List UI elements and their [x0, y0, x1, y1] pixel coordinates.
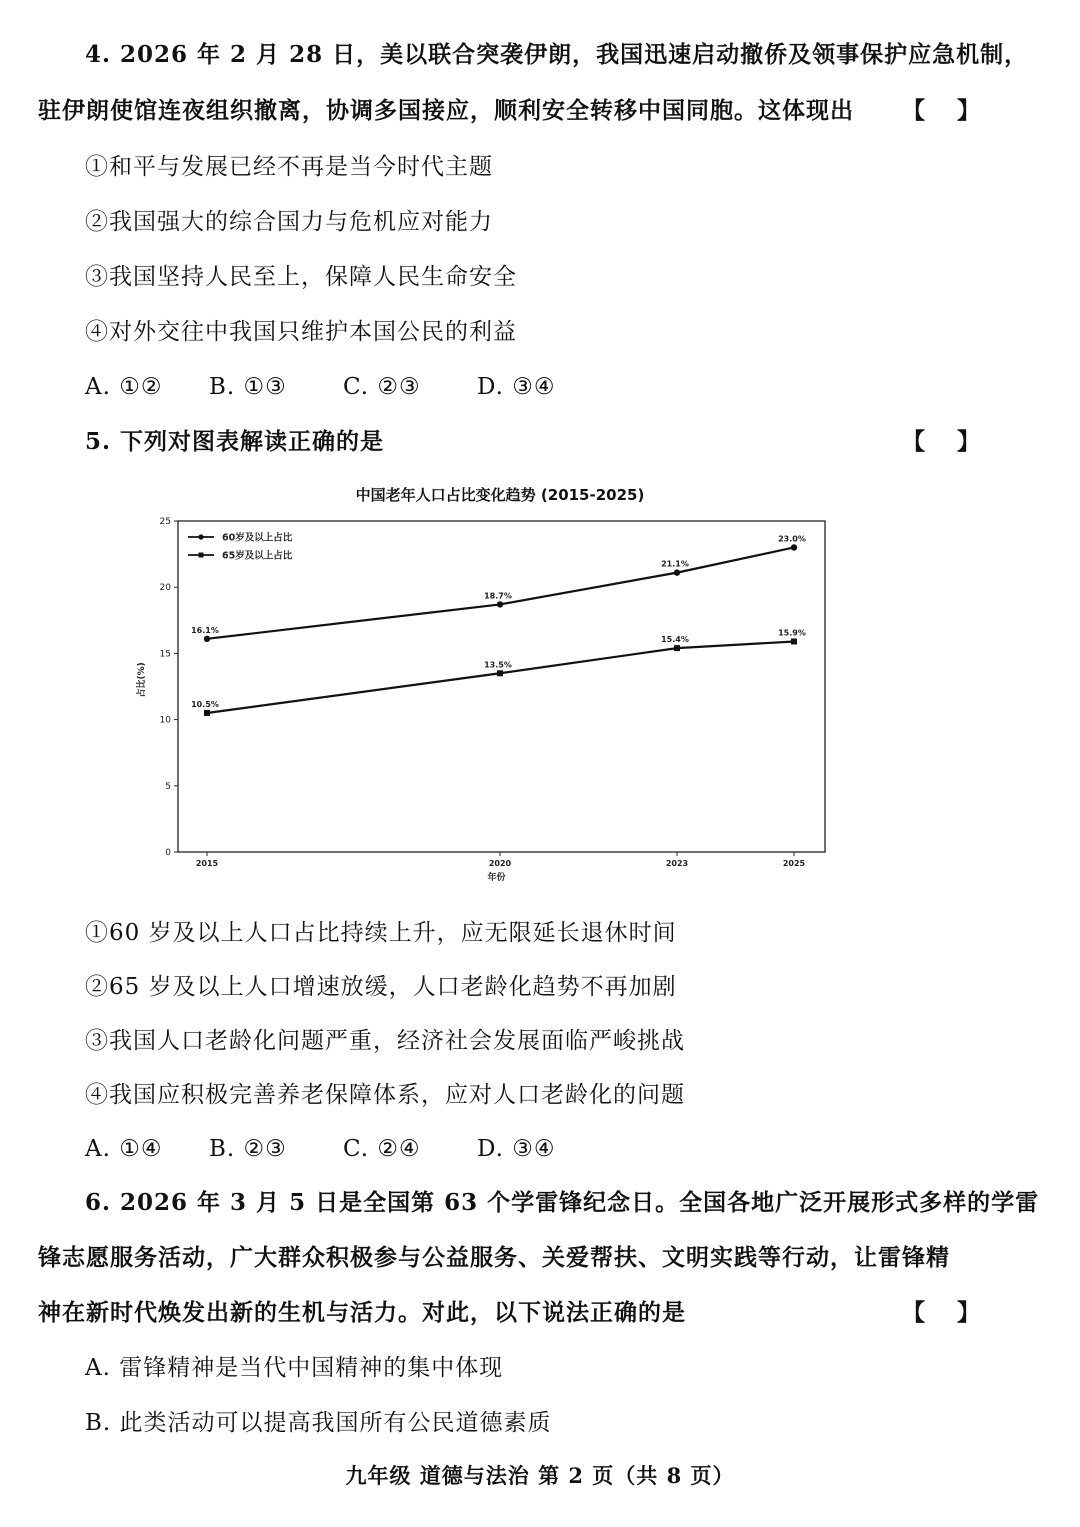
q5-statement-2: ②65 岁及以上人口增速放缓，人口老龄化趋势不再加剧 — [85, 974, 677, 1000]
data-label: 18.7% — [484, 591, 512, 601]
series-2-point — [204, 710, 210, 716]
series-1-point — [791, 544, 797, 550]
series-2-point — [791, 638, 797, 644]
legend-label-2: 65岁及以上占比 — [222, 550, 293, 562]
page-footer: 九年级 道德与法治 第 2 页（共 8 页） — [345, 1463, 735, 1488]
q4-statement-4: ④对外交往中我国只维护本国公民的利益 — [85, 319, 517, 345]
q5-statement-3: ③我国人口老龄化问题严重，经济社会发展面临严峻挑战 — [85, 1028, 685, 1054]
series-2-point — [674, 645, 680, 651]
x-tick-label: 2025 — [782, 859, 806, 868]
q4-answer-bracket: 【 】 — [902, 97, 981, 124]
x-tick-label: 2015 — [195, 859, 219, 868]
q5-options — [85, 1134, 555, 1164]
y-tick-label: 15 — [159, 649, 171, 660]
q4-options — [85, 372, 555, 402]
legend-marker-2 — [199, 553, 204, 558]
series-1-point — [674, 569, 680, 575]
q5-statement-1: ①60 岁及以上人口占比持续上升，应无限延长退休时间 — [85, 920, 677, 946]
q6-stem-line2: 锋志愿服务活动，广大群众积极参与公益服务、关爱帮扶、文明实践等行动，让雷锋精 — [38, 1244, 950, 1271]
y-tick-label: 10 — [159, 715, 171, 726]
q6-option-b: B. 此类活动可以提高我国所有公民道德素质 — [85, 1410, 552, 1436]
q6-option-a: A. 雷锋精神是当代中国精神的集中体现 — [85, 1355, 504, 1381]
series-2-point — [497, 670, 503, 676]
q5-option-c: C. ②④ — [343, 1136, 421, 1162]
q4-statement-1: ①和平与发展已经不再是当今时代主题 — [85, 154, 493, 180]
chart-title: 中国老年人口占比变化趋势 (2015-2025) — [355, 486, 645, 504]
q6-answer-bracket: 【 】 — [902, 1299, 981, 1326]
q5-answer-bracket: 【 】 — [902, 428, 981, 455]
q6-stem-line3: 神在新时代焕发出新的生机与活力。对此，以下说法正确的是 — [38, 1299, 686, 1326]
y-tick-label: 25 — [159, 517, 171, 527]
q4-option-d: D. ③④ — [477, 374, 556, 400]
q4-option-b: B. ①③ — [209, 374, 287, 400]
data-label: 15.4% — [661, 635, 689, 645]
plot-frame — [178, 521, 825, 852]
y-axis-label: 占比(%) — [137, 662, 147, 698]
data-label: 13.5% — [484, 660, 512, 670]
q4-option-c: C. ②③ — [343, 374, 421, 400]
q5-option-d: D. ③④ — [477, 1136, 556, 1162]
q5-option-a: A. ①④ — [85, 1136, 163, 1162]
x-axis-label: 年份 — [487, 873, 506, 883]
q6-stem-line1: 6. 2026 年 3 月 5 日是全国第 63 个学雷锋纪念日。全国各地广泛开展形式多样的学雷 — [85, 1189, 1040, 1216]
y-tick-label: 20 — [159, 583, 171, 594]
q5-stem: 5. 下列对图表解读正确的是 — [85, 428, 385, 455]
aging-population-chart — [130, 478, 850, 893]
q4-statement-2: ②我国强大的综合国力与危机应对能力 — [85, 209, 493, 235]
q4-statement-3: ③我国坚持人民至上，保障人民生命安全 — [85, 264, 517, 290]
q4-option-a: A. ①② — [85, 374, 163, 400]
x-tick-label: 2023 — [665, 859, 689, 868]
x-tick-label: 2020 — [488, 859, 512, 868]
series-1-point — [497, 601, 503, 607]
y-tick-label: 5 — [165, 781, 171, 792]
data-label: 23.0% — [778, 534, 806, 544]
chart-svg — [130, 478, 850, 893]
y-tick-label: 0 — [165, 848, 171, 858]
data-label: 16.1% — [191, 625, 219, 635]
data-label: 15.9% — [778, 628, 806, 638]
data-label: 21.1% — [661, 559, 689, 569]
q4-stem-line2: 驻伊朗使馆连夜组织撤离，协调多国接应，顺利安全转移中国同胞。这体现出 — [38, 97, 854, 124]
q5-statement-4: ④我国应积极完善养老保障体系，应对人口老龄化的问题 — [85, 1082, 685, 1108]
series-1-point — [204, 636, 210, 642]
legend-marker-1 — [198, 534, 203, 539]
data-label: 10.5% — [191, 699, 219, 709]
legend-label-1: 60岁及以上占比 — [222, 532, 293, 544]
series-line-2 — [207, 641, 794, 712]
q4-stem-line1: 4. 2026 年 2 月 28 日，美以联合突袭伊朗，我国迅速启动撤侨及领事保护应急机制， — [85, 41, 1029, 68]
q5-option-b: B. ②③ — [209, 1136, 287, 1162]
